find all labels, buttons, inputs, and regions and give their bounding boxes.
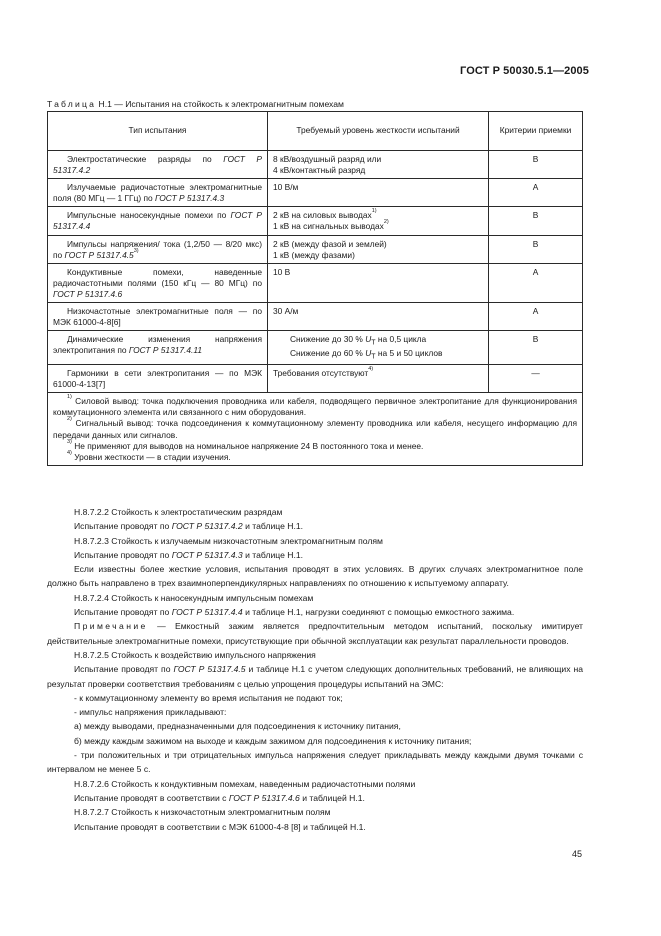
paragraph [47,662,583,691]
severity-text: Снижение до 30 % [290,334,366,345]
list-item: б) между каждым зажимом на выходе и каждым зажимом для подсоединения к источнику питания; [74,735,472,746]
severity-cell [268,151,489,179]
table-row [48,235,583,263]
paragraph-text: и таблице Н.1 с учетом следующих дополнительных требований, не влияющих на результат проверки соответствия требованиям с целью упрощения процедуры испытаний на ЭМС: [47,664,583,689]
severity-line [273,210,483,221]
criteria-cell: А [489,263,583,302]
table-note [53,418,577,440]
severity-line [290,348,483,362]
paragraph [47,605,583,619]
footnote-mark: 3) [67,438,72,445]
table-note-text: Уровни жесткости — в стадии изучения. [71,451,231,462]
list-item: - три положительных и три отрицательных импульса напряжения следует прикладывать между каждыми двумя точками с интервалом не менее 5 с. [47,750,583,775]
table-row [48,303,583,331]
severity-cell [268,303,489,331]
table-note-text: Не применяют для выводов на номинальное напряжение 24 В постоянного тока и менее. [71,440,424,451]
severity-line: 10 В [273,266,291,277]
test-type-cell [48,303,268,331]
voltage-subscript: T [371,353,376,361]
severity-cell [268,207,489,235]
table-note-text: Сигнальный вывод: точка подсоединения к коммутационному элементу проводника или кабеля, несущего информацию для передачи данных или сигналов. [53,418,577,440]
severity-text: 1 кВ на сигнальных выводах [273,221,384,232]
test-name: Динамические изменения напряжения электропитания по [53,334,262,356]
table-caption-label: Таблица [47,99,97,109]
section-heading: Н.8.7.2.6 Стойкость к кондуктивным помехам, наведенным радиочастотными полями [74,778,416,789]
paragraph: Если известны более жесткие условия, испытания проводят в этих условиях. В других случаях электромагнитное поле должно быть направлено в трех взаимноперпендикулярных направлениях по отношению к испытуемому аппарату. [47,564,583,589]
table-notes-row [48,393,583,466]
standard-ref: ГОСТ Р 51317.4.11 [128,345,203,356]
table-row [48,207,583,235]
paragraph-text: Испытание проводят по [74,607,172,618]
severity-line: 30 А/м [273,306,299,317]
section-heading: Н.8.7.2.7 Стойкость к низкочастотным электромагнитным полям [74,807,331,818]
footnote-mark: 1) [67,394,72,401]
severity-line: 1 кВ (между фазами) [273,249,355,260]
severity-line: 10 В/м [273,182,299,193]
severity-line: 8 кВ/воздушный разряд или [273,154,382,164]
severity-cell [268,179,489,207]
table-row [48,365,583,393]
severity-line: 4 кВ/контактный разряд [273,165,366,176]
document-id: ГОСТ Р 50030.5.1—2005 [460,65,589,77]
standard-ref: ГОСТ Р 51317.4.5 [173,664,246,675]
paragraph-text: и таблице Н.1. [242,549,304,560]
paragraph [47,519,583,533]
table-note [53,396,577,418]
test-name: Электростатические разряды по [67,154,224,164]
severity-text: на 5 и 50 циклов [375,348,443,359]
test-type-cell [48,179,268,207]
list-item: а) между выводами, предназначенными для подсоединения к источнику питания, [74,721,401,732]
table-row [48,331,583,365]
table-note [53,438,577,452]
severity-line: 2 кВ (между фазой и землей) [273,238,387,249]
paragraph-text: — Емкостный зажим является предпочтительным методом испытаний, поскольку имитирует действительные электромагнитные помехи, присутствующие при обычной эксплуатации как результат параллельности проводов. [47,621,583,646]
paragraph [47,548,583,562]
table-note [53,449,577,463]
paragraph-text: Испытание проводят по [74,549,172,560]
list-item: - импульс напряжения прикладывают: [74,707,227,718]
voltage-symbol: U [365,348,372,359]
severity-text: Снижение до 60 % [290,348,366,359]
voltage-symbol: U [365,334,372,345]
section-heading: Н.8.7.2.3 Стойкость к излучаемым низкочастотным электромагнитным полям [74,535,383,546]
severity-cell [268,235,489,263]
table-row [48,179,583,207]
test-name: Кондуктивные помехи, наведенные радиочастотными полями (150 кГц — 80 МГц) по [53,266,262,288]
paragraph-text: Испытание проводят в соответствии с [74,792,229,803]
criteria-cell: А [489,303,583,331]
footnote-mark: 3) [133,247,139,254]
paragraph-text: Испытание проводят по [74,664,174,675]
severity-text: на 0,5 цикла [375,334,427,345]
table-caption [47,99,344,110]
test-type-cell [48,331,268,365]
standard-ref: ГОСТ Р 51317.4.4 [171,607,243,618]
table-header-row [48,112,583,151]
standard-ref: ГОСТ Р 51317.4.2 [171,521,243,532]
note-label: Примечание [74,621,148,632]
paragraph-text: Испытание проводят по [74,521,172,532]
table-caption-text: Н.1 — Испытания на стойкость к электромагнитным помехам [96,99,344,109]
section-heading: Н.8.7.2.2 Стойкость к электростатическим разрядам [74,507,283,517]
severity-line [290,334,483,348]
test-name: Гармоники в сети электропитания — по МЭК 61000-4-13[7] [53,368,262,390]
test-type-cell [48,365,268,393]
severity-cell [268,365,489,393]
standard-ref: ГОСТ Р 51317.4.5 [64,249,134,260]
standard-ref: ГОСТ Р 51317.4.2 [53,154,263,176]
footnote-mark: 4) [368,366,374,373]
criteria-cell: В [489,331,583,365]
test-type-cell [48,235,268,263]
footnote-mark: 2) [383,219,389,226]
paragraph-text: и таблице Н.1. [242,521,304,532]
test-type-cell [48,263,268,302]
note-paragraph [47,619,583,648]
table-notes [48,393,583,466]
section-heading: Н.8.7.2.5 Стойкость к воздействию импульсного напряжения [74,649,316,660]
test-name: Излучаемые радиочастотные электромагнитные поля (80 МГц — 1 ГГц) по [53,182,262,204]
column-header-test-type: Тип испытания [48,112,268,151]
test-name: Импульсы напряжения/ тока (1,2/50 — 8/20 мкс) по [53,238,262,260]
column-header-severity: Требуемый уровень жесткости испытаний [268,112,489,151]
severity-line [273,221,483,232]
criteria-cell: — [489,365,583,393]
table-note-text: Силовой вывод: точка подключения проводника или кабеля, подводящего первичное электропитание для функционирования коммутационного элемента или связанного с ним оборудования. [53,396,577,418]
voltage-subscript: T [371,339,376,347]
footnote-mark: 1) [371,208,377,215]
criteria-cell: В [489,151,583,179]
test-type-cell [48,151,268,179]
severity-text: 2 кВ на силовых выводах [273,210,372,221]
standard-ref: ГОСТ Р 51317.4.3 [155,193,225,204]
standard-ref: ГОСТ Р 51317.4.6 [53,288,123,299]
paragraph-text: и таблице Н.1, нагрузки соединяют с помощью емкостного зажима. [242,607,515,618]
criteria-cell: В [489,235,583,263]
criteria-cell: А [489,179,583,207]
paragraph [47,791,583,805]
standard-ref: ГОСТ Р 51317.4.4 [53,210,262,232]
test-name: Низкочастотные электромагнитные поля — по МЭК 61000-4-8[6] [53,306,262,328]
standard-ref: ГОСТ Р 51317.4.6 [228,792,300,803]
section-heading: Н.8.7.2.4 Стойкость к наносекундным импульсным помехам [74,592,314,603]
severity-line [273,368,483,379]
paragraph: Испытание проводят в соответствии с МЭК 61000-4-8 [8] и таблицей Н.1. [74,821,366,832]
criteria-cell: В [489,207,583,235]
table-row [48,151,583,179]
test-type-cell [48,207,268,235]
paragraph-text: и таблицей Н.1. [299,792,365,803]
emc-tests-table [47,111,583,466]
severity-cell [268,263,489,302]
page-number: 45 [571,849,582,859]
test-name: Импульсные наносекундные помехи по [67,210,231,221]
column-header-criteria: Критерии приемки [489,112,583,151]
list-item: - к коммутационному элементу во время испытания не подают ток; [74,692,343,703]
footnote-mark: 2) [67,416,72,423]
footnote-mark: 4) [67,449,72,456]
severity-text: Требования отсутствуют [273,368,369,379]
severity-cell [268,331,489,365]
standard-ref: ГОСТ Р 51317.4.3 [171,549,243,560]
table-row [48,263,583,302]
body-text [47,505,583,834]
